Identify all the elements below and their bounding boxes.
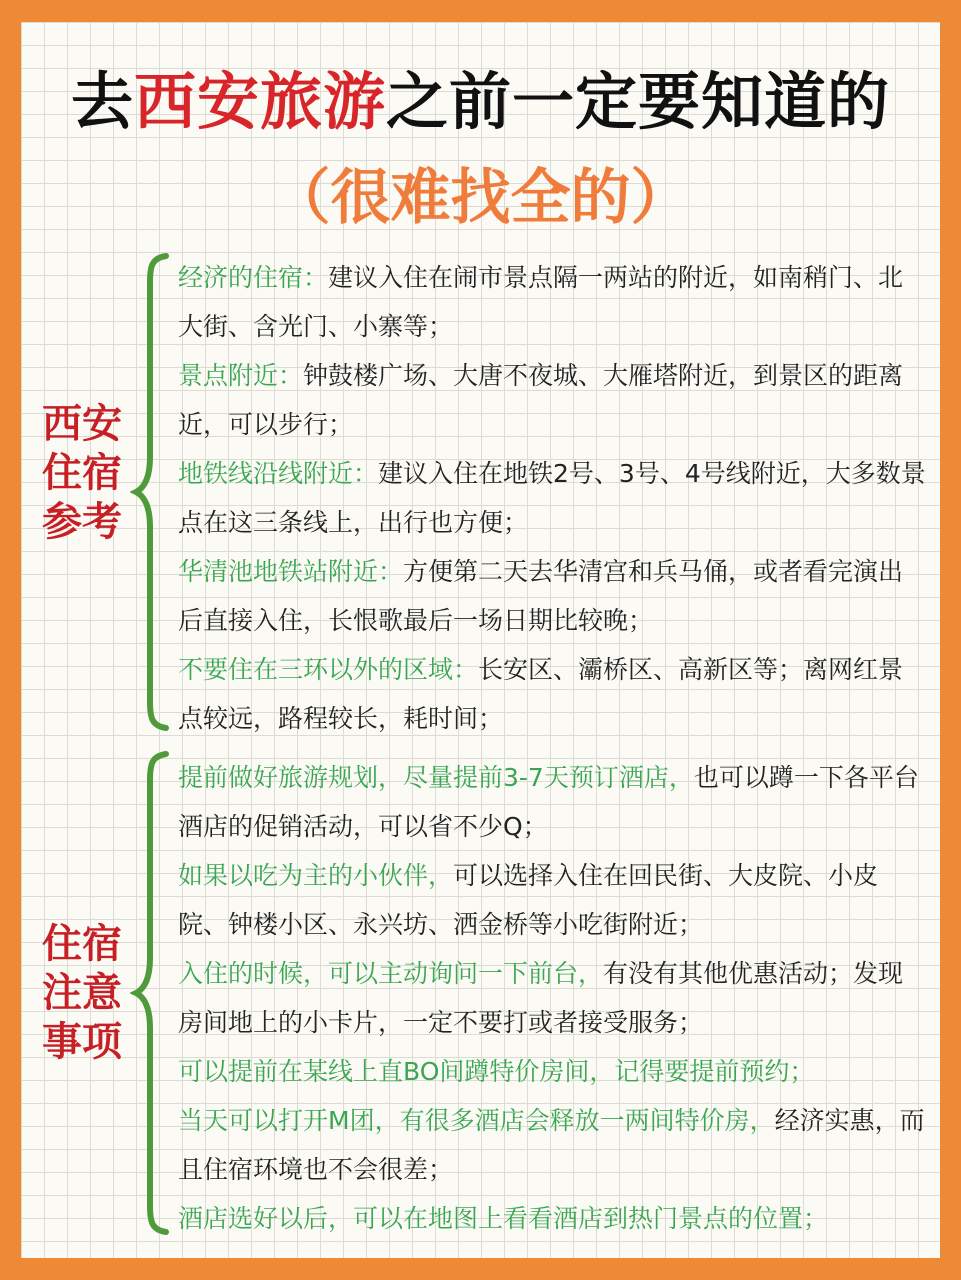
item-heading: 景点附近： xyxy=(178,361,304,390)
item-text: 有没有其他优惠活动；发现房间地上的小卡片，一定不要打或者接受服务； xyxy=(178,959,904,1037)
page-subtitle: （很难找全的） xyxy=(270,163,691,233)
curly-brace-icon xyxy=(130,750,174,1236)
list-item xyxy=(178,547,928,645)
list-item xyxy=(178,949,928,1047)
title-highlight: 西安旅游 xyxy=(133,65,386,138)
item-text: 经济实惠，而且住宿环境也不会很差； xyxy=(178,1106,925,1184)
item-heading: 当天可以打开M团，有很多酒店会释放一两间特价房， xyxy=(178,1106,775,1135)
item-heading: 入住的时候，可以主动询问一下前台， xyxy=(178,959,604,988)
list-item xyxy=(178,645,928,743)
title-prefix: 去 xyxy=(70,65,134,138)
item-text: 也可以蹲一下各平台酒店的促销活动，可以省不少Q； xyxy=(178,763,919,841)
list-item xyxy=(178,1194,928,1243)
item-text: 建议入住在闹市景点隔一两站的附近，如南稍门、北大街、含光门、小寨等； xyxy=(178,263,904,341)
list-item xyxy=(178,1047,928,1096)
section-label-notes: 住宿注意事项 xyxy=(42,921,122,1065)
curly-brace-icon xyxy=(130,252,174,732)
item-heading: 可以提前在某线上直BO间蹲特价房间，记得要提前预约； xyxy=(178,1057,815,1086)
list-item xyxy=(178,449,928,547)
item-text: 钟鼓楼广场、大唐不夜城、大雁塔附近，到景区的距离近，可以步行； xyxy=(178,361,904,439)
page-title xyxy=(0,52,961,141)
list-item xyxy=(178,1096,928,1194)
item-heading: 华清池地铁站附近： xyxy=(178,557,404,586)
item-heading: 如果以吃为主的小伙伴， xyxy=(178,861,454,890)
item-heading: 地铁线沿线附近： xyxy=(178,459,379,488)
section-notes-list xyxy=(178,753,928,1243)
item-heading: 酒店选好以后，可以在地图上看看酒店到热门景点的位置； xyxy=(178,1204,829,1233)
item-text: 可以选择入住在回民街、大皮院、小皮院、钟楼小区、永兴坊、洒金桥等小吃街附近； xyxy=(178,861,879,939)
item-text: 长安区、灞桥区、高新区等；离网红景点较远，路程较长，耗时间； xyxy=(178,655,904,733)
item-heading: 不要住在三环以外的区域： xyxy=(178,655,479,684)
list-item xyxy=(178,753,928,851)
item-heading: 提前做好旅游规划，尽量提前3-7天预订酒店， xyxy=(178,763,694,792)
list-item xyxy=(178,851,928,949)
item-text: 建议入住在地铁2号、3号、4号线附近，大多数景点在这三条线上，出行也方便； xyxy=(178,459,926,537)
list-item xyxy=(178,253,928,351)
section-label-accommodation: 西安住宿参考 xyxy=(42,401,122,545)
item-text: 方便第二天去华清宫和兵马俑，或者看完演出后直接入住，长恨歌最后一场日期比较晚； xyxy=(178,557,904,635)
title-suffix: 之前一定要知道的 xyxy=(386,65,891,138)
list-item xyxy=(178,351,928,449)
section-accommodation-list xyxy=(178,253,928,743)
item-heading: 经济的住宿： xyxy=(178,263,329,292)
